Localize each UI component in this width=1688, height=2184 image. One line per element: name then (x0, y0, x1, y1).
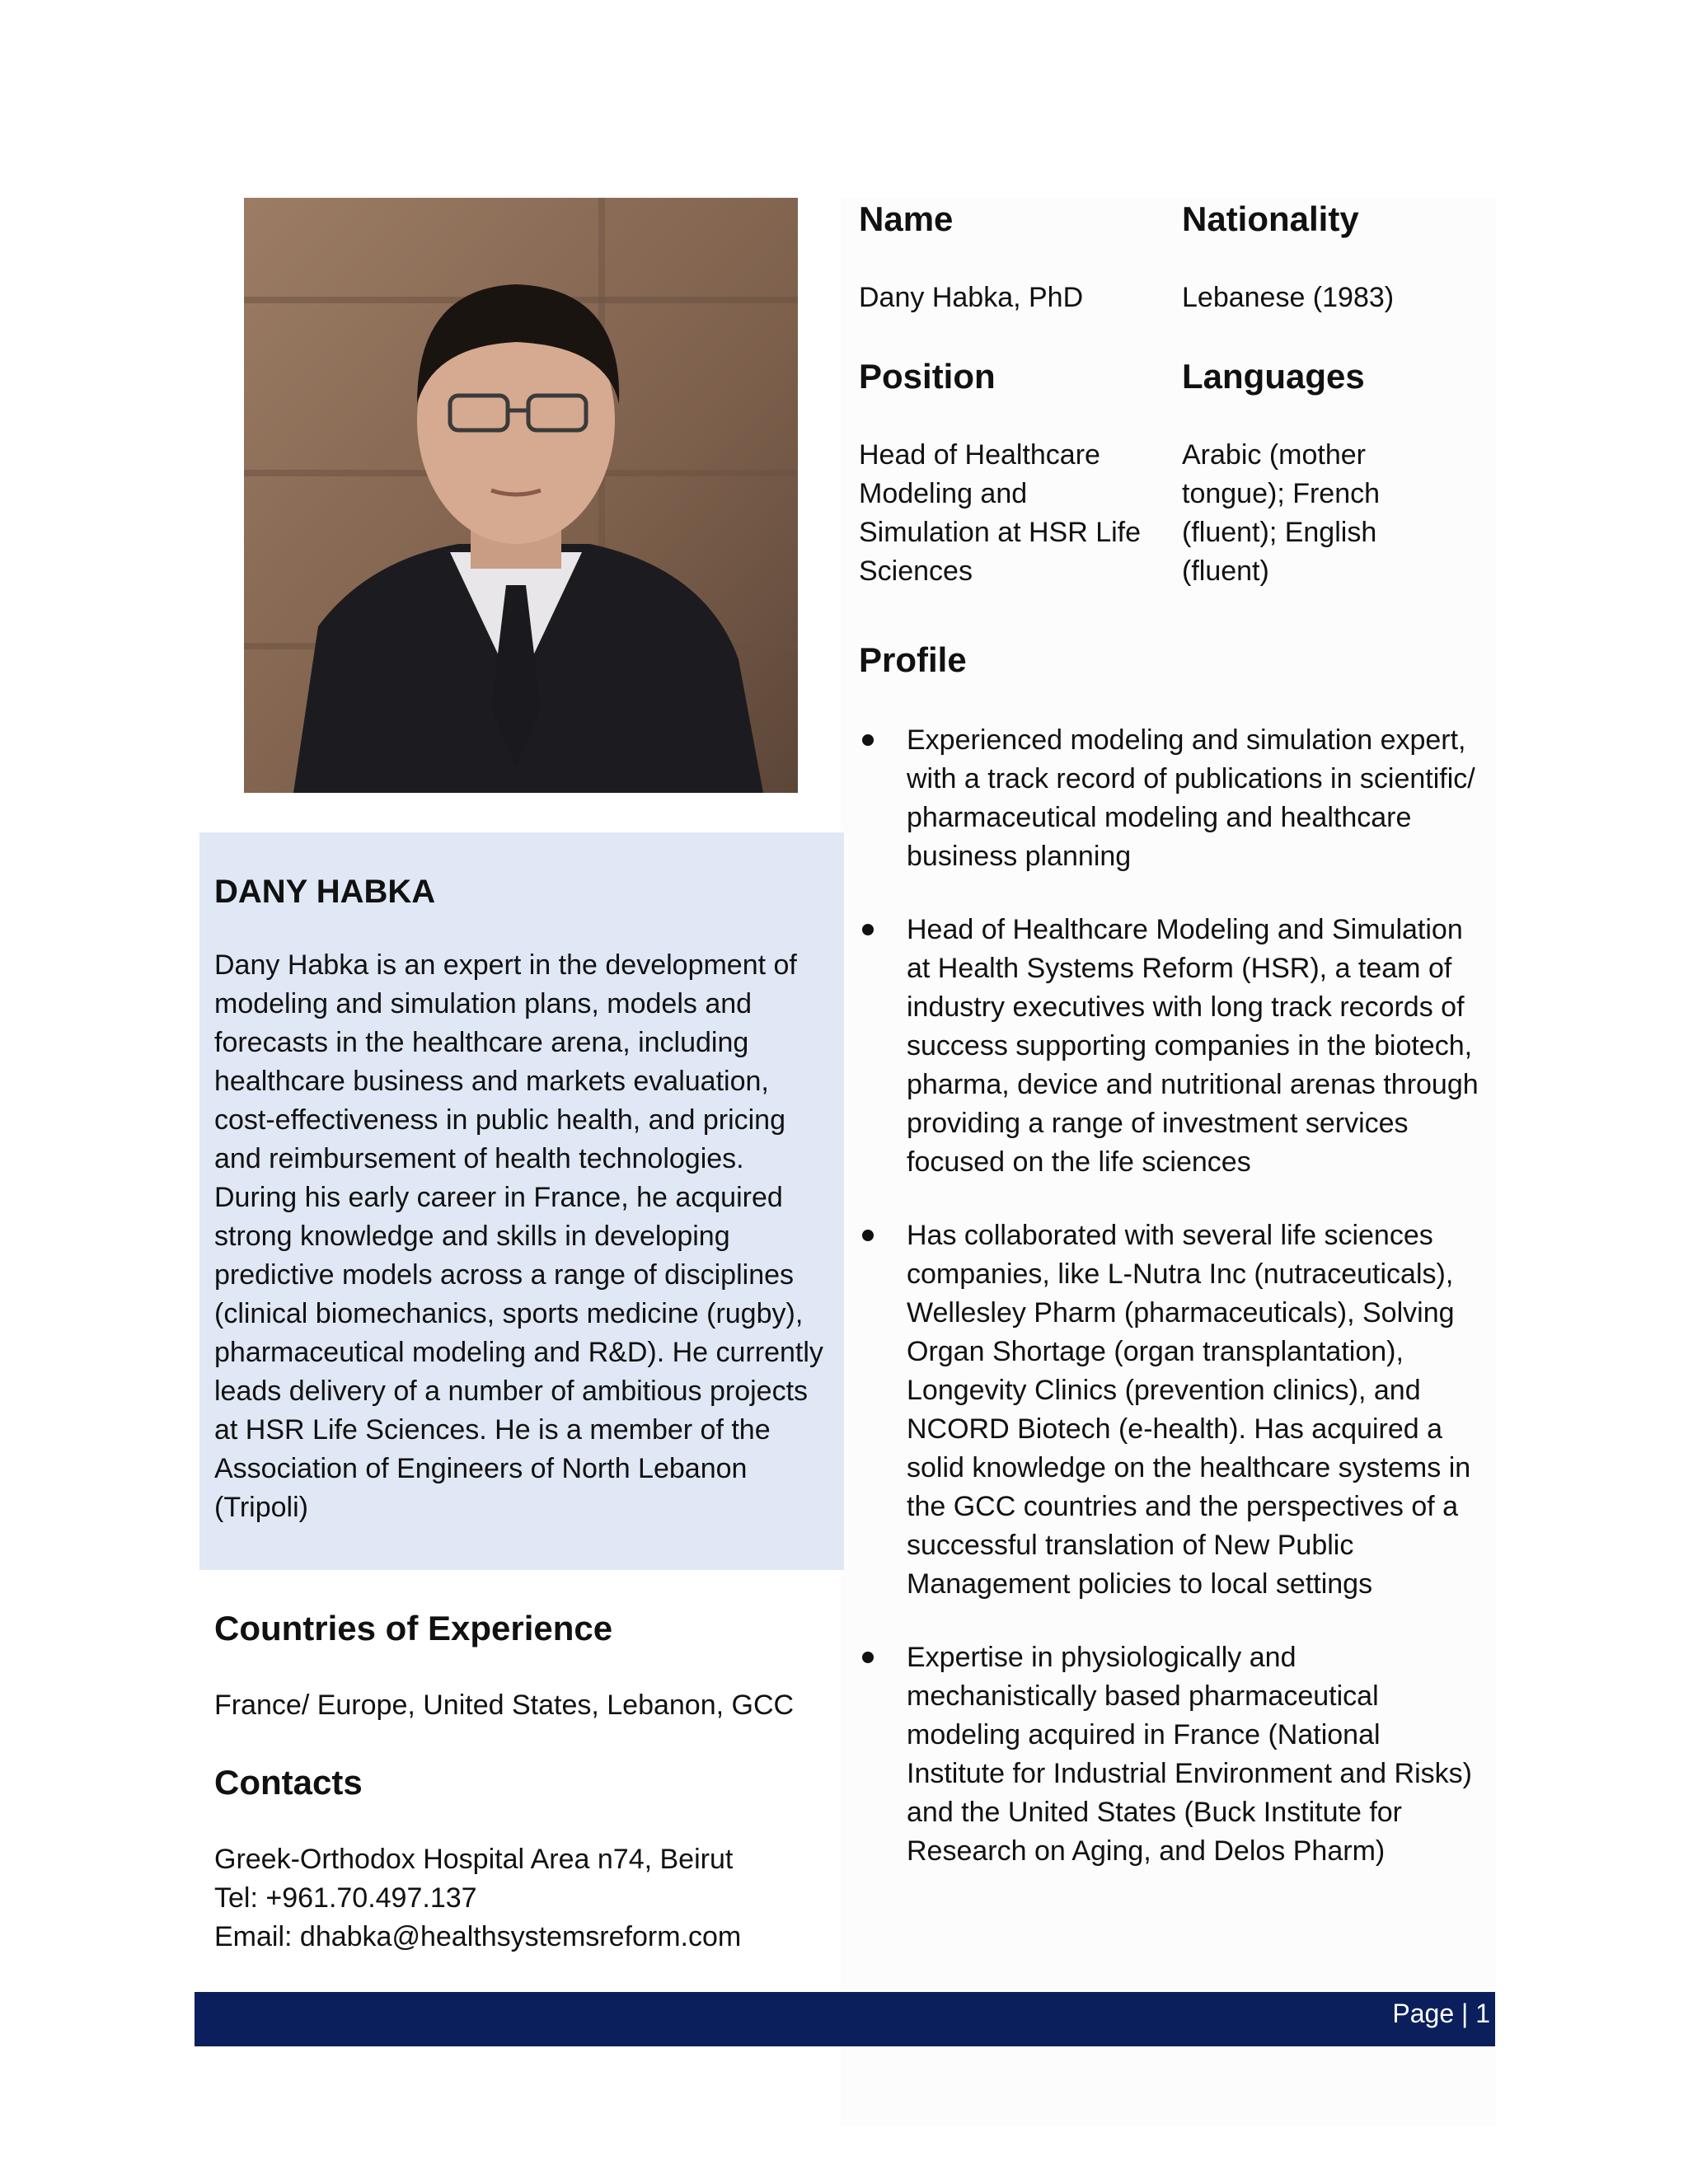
left-lower-section (214, 1607, 841, 1957)
profile-heading: Profile (859, 640, 967, 679)
profile-item-text: Head of Healthcare Modeling and Simulation at Health Systems Reform (HSR), a team of industry executives with long track records of success supporting companies in the biotech, pharma, device and nutritional arenas through providing a range of investment services focused on the life sciences (907, 914, 1479, 1178)
nationality-value: Lebanese (1983) (1182, 282, 1395, 313)
profile-section (859, 639, 1485, 1905)
name-label: Name (859, 199, 954, 238)
position-label: Position (859, 357, 996, 396)
profile-item (859, 721, 1485, 876)
bio-box (199, 832, 844, 1570)
info-column-left (859, 198, 1164, 591)
profile-item-text: Experienced modeling and simulation expert, with a track record of publications in scientific/ pharmaceutical modeling and healthcare business planning (907, 724, 1475, 872)
contacts-heading: Contacts (214, 1763, 363, 1802)
bio-text: Dany Habka is an expert in the development of modeling and simulation plans, models and forecasts in the healthcare arena, including healthcare business and markets evaluation, cost-effectiveness in public health, and pricing and reimbursement of health technologies. During his early career in France, he acquired strong knowledge and skills in developing predictive models across a range of disciplines (clinical biomechanics, sports medicine (rugby), pharmaceutical modeling and R&D). He currently leads delivery of a number of ambitious projects at HSR Life Sciences. He is a member of the Association of Engineers of North Lebanon (Tripoli) (214, 949, 823, 1523)
position-value: Head of Healthcare Modeling and Simulation at HSR Life Sciences (859, 439, 1142, 587)
contact-address: Greek-Orthodox Hospital Area n74, Beirut (214, 1844, 734, 1875)
contact-email: Email: dhabka@healthsystemsreform.com (214, 1921, 742, 1952)
countries-heading: Countries of Experience (214, 1609, 613, 1647)
profile-item (859, 1638, 1485, 1871)
profile-item-text: Expertise in physiologically and mechanistically based pharmaceutical modeling acquired in France (National Institute for Industrial Environment and Risks) and the United States (Buck Institute for Research on Aging, and Delos Pharm) (907, 1642, 1472, 1867)
footer-bar (195, 1992, 1495, 2046)
contact-tel: Tel: +961.70.497.137 (214, 1882, 477, 1914)
profile-photo (244, 198, 798, 793)
bullet-icon (862, 1652, 874, 1663)
nationality-label: Nationality (1182, 199, 1359, 238)
bio-name: DANY HABKA (214, 874, 436, 910)
bullet-icon (862, 734, 874, 746)
profile-item (859, 1216, 1485, 1604)
profile-item-text: Has collaborated with several life sciences companies, like L-Nutra Inc (nutraceuticals), Wellesley Pharm (pharmaceuticals), Solving Organ Shortage (organ transplantation), Longevity Clinics (prevention clinics), and NCORD Biotech (e-health). Has acquired a solid knowledge on the healthcare systems in the GCC countries and the perspectives of a successful translation of New Public Management policies to local settings (907, 1220, 1471, 1600)
name-value: Dany Habka, PhD (859, 282, 1084, 313)
countries-text: France/ Europe, United States, Lebanon, GCC (214, 1690, 795, 1721)
page-number: Page | 1 (1392, 1999, 1490, 2028)
bullet-icon (862, 1230, 874, 1241)
languages-value: Arabic (mother tongue); French (fluent); English (fluent) (1182, 439, 1381, 587)
profile-list (859, 721, 1485, 1871)
profile-item (859, 911, 1485, 1182)
languages-label: Languages (1182, 357, 1365, 396)
bullet-icon (862, 924, 874, 935)
info-column-right (1182, 198, 1462, 591)
